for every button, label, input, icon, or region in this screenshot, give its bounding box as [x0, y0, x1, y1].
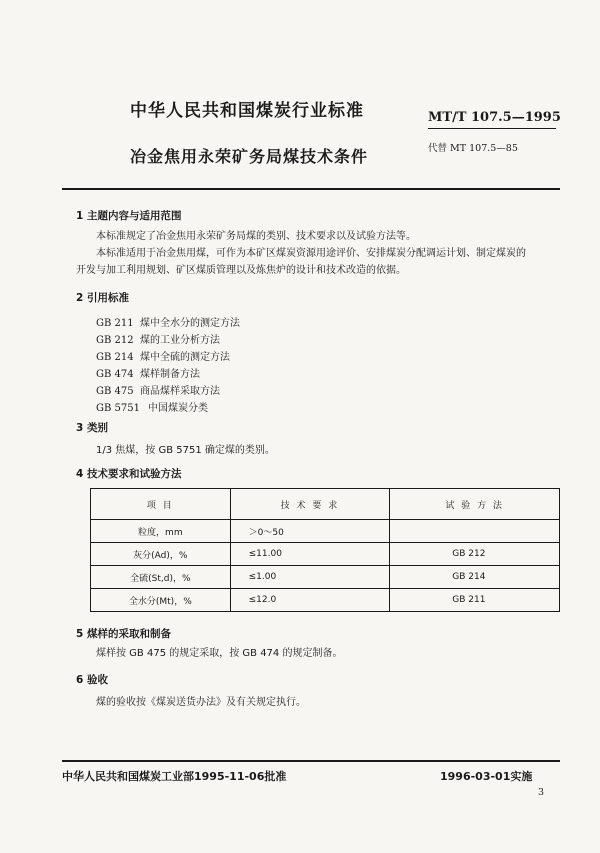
cell-item: 全硫(St,d)，% [91, 566, 231, 589]
reference-code: GB 211 [96, 318, 134, 329]
code-underline [428, 128, 556, 129]
cell-requirement: ≤11.00 [230, 543, 390, 566]
section-2-heading: 2 引用标准 [76, 292, 129, 304]
table-row [91, 566, 560, 589]
table-row [91, 589, 560, 612]
cell-requirement: ＞0～50 [230, 520, 390, 543]
cell-method: GB 212 [390, 543, 560, 566]
reference-item [96, 365, 200, 380]
standard-code: MT/T 107.5—1995 [428, 110, 561, 125]
reference-item [96, 348, 230, 363]
reference-item [96, 382, 220, 397]
footer-rule [62, 760, 560, 762]
header-method: 试 验 方 法 [390, 489, 560, 520]
reference-name: 煤样制备方法 [140, 369, 200, 380]
section-1-paragraph-2-line-2: 开发与加工利用规划、矿区煤质管理以及炼焦炉的设计和技术改造的依据。 [76, 265, 406, 276]
cell-requirement: ≤12.0 [230, 589, 390, 612]
header-requirement: 技 术 要 求 [230, 489, 390, 520]
page-number: 3 [538, 787, 545, 798]
document-title: 冶金焦用永荣矿务局煤技术条件 [130, 147, 369, 166]
table-row [91, 543, 560, 566]
section-6-heading: 6 验收 [76, 674, 108, 686]
section-1-heading: 1 主题内容与适用范围 [76, 210, 182, 222]
cell-method [390, 520, 560, 543]
section-4-heading: 4 技术要求和试验方法 [76, 468, 182, 480]
cell-item: 灰分(Ad)，% [91, 543, 231, 566]
reference-item [96, 314, 240, 329]
reference-name: 煤的工业分析方法 [140, 335, 220, 346]
header-item: 项 目 [91, 489, 231, 520]
reference-code: GB 474 [96, 369, 134, 380]
reference-code: GB 475 [96, 386, 134, 397]
header-rule [62, 188, 560, 190]
section-5-paragraph: 煤样按 GB 475 的规定采取，按 GB 474 的规定制备。 [96, 648, 343, 659]
section-1-paragraph-2-line-1: 本标准适用于冶金焦用煤，可作为本矿区煤炭资源用途评价、安排煤炭分配调运计划、制定煤炭的 [96, 248, 526, 259]
cell-item: 粒度，mm [91, 520, 231, 543]
table-header-row [91, 489, 560, 520]
replaces-note: 代替 MT 107.5—85 [428, 143, 518, 154]
reference-item [96, 399, 208, 414]
reference-name: 商品煤样采取方法 [140, 386, 220, 397]
cell-requirement: ≤1.00 [230, 566, 390, 589]
cell-method: GB 211 [390, 589, 560, 612]
reference-name: 煤中全硫的测定方法 [140, 352, 230, 363]
approval-line: 中华人民共和国煤炭工业部1995-11-06批准 [62, 770, 287, 783]
section-3-heading: 3 类别 [76, 422, 108, 434]
effective-date: 1996-03-01实施 [440, 770, 533, 783]
reference-name: 中国煤炭分类 [148, 403, 208, 414]
industry-standard-title: 中华人民共和国煤炭行业标准 [130, 101, 364, 121]
cell-item: 全水分(Mt)，% [91, 589, 231, 612]
reference-code: GB 214 [96, 352, 134, 363]
reference-name: 煤中全水分的测定方法 [140, 318, 240, 329]
reference-item [96, 331, 220, 346]
table-row [91, 520, 560, 543]
section-5-heading: 5 煤样的采取和制备 [76, 628, 171, 640]
reference-code: GB 212 [96, 335, 134, 346]
section-6-paragraph: 煤的验收按《煤炭送货办法》及有关规定执行。 [96, 697, 306, 708]
cell-method: GB 214 [390, 566, 560, 589]
section-1-paragraph-1: 本标准规定了冶金焦用永荣矿务局煤的类别、技术要求以及试验方法等。 [96, 231, 416, 242]
spec-table [90, 488, 560, 612]
reference-code: GB 5751 [96, 403, 140, 414]
section-3-paragraph: 1/3 焦煤，按 GB 5751 确定煤的类别。 [96, 445, 275, 456]
